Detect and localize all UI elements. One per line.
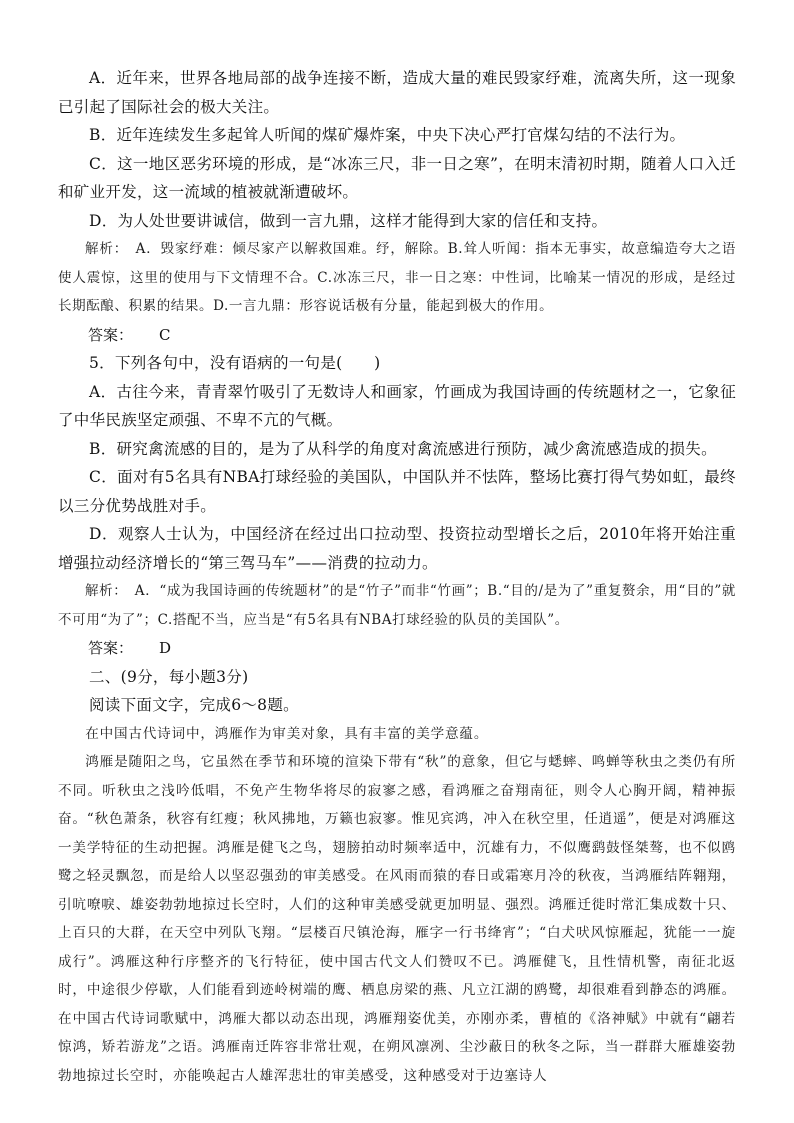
q4-option-c: C．这一地区恶劣环境的形成，是“冰冻三尺，非一日之寒”，在明末清初时期，随着人口入迁和矿业开发，这一流域的植被就渐遭破坏。 <box>58 154 736 201</box>
q4-answer-label: 答案： <box>88 325 134 344</box>
q4-answer-line <box>58 321 736 350</box>
q5-answer-label: 答案： <box>88 639 134 657</box>
q5-analysis: 解析： A．“成为我国诗画的传统题材”的是“竹子”而非“竹画”；B.“目的/是为了”重复赘余，用“目的”就不可用“为了”；C.搭配不当，应当是“有5名具有NBA打球经验的队员的美国队”。 <box>58 583 736 628</box>
passage-paragraph-2: 鸿雁是随阳之鸟，它虽然在季节和环境的渲染下带有“秋”的意象，但它与蟋蟀、鸣蝉等秋虫之类仍有所不同。听秋虫之浅吟低唱，不免产生物华将尽的寂寥之感，看鸿雁之奋翔南征，则令人心胸开阔，精神振奋。“秋色萧条，秋容有红瘦；秋风拂地，万籁也寂寥。惟见宾鸿，冲入在秋空里，任逍遥”，便是对鸿雁这一美学特征的生动把握。鸿雁是健飞之鸟，翅膀拍动时频率适中，沉雄有力，不似鹰鹞鼓怪桀骜，也不似鸥鹭之轻灵飘忽，而是给人以坚忍强劲的审美感受。在风雨而猿的春日或霜寒月冷的秋夜，当鸿雁结阵翱翔，引吭嘹唳、雄姿勃勃地掠过长空时，人们的这种审美感受就更加明显、强烈。鸿雁迁徙时常汇集成数十只、上百只的大群，在天空中列队飞翔。“层楼百尺镇沧海，雁字一行书绛宵”；“白犬吠风惊雁起，犹能一一旋成行”。鸿雁这种行序整齐的飞行特征，使中国古代文人们赞叹不已。鸿雁健飞，且性情机警，南征北返时，中途很少停歇，人们能看到迹岭树端的鹰、栖息房梁的燕、凡立江湖的鸥鹭，却很难看到静态的鸿雁。在中国古代诗词歌赋中，鸿雁大都以动态出现，鸿雁翔姿优美，亦刚亦柔，曹植的《洛神赋》中就有“翩若惊鸿，矫若游龙”之语。鸿雁南迁阵容非常壮观，在朔风凛冽、尘沙蔽日的秋冬之际，当一群群大雁雄姿勃勃地掠过长空时，亦能唤起古人雄浑悲壮的审美感受，这种感受对于边塞诗人 <box>58 754 736 1084</box>
q5-option-d: D．观察人士认为，中国经济在经过出口拉动型、投资拉动型增长之后，2010年将开始注重增强拉动经济增长的“第三驾马车”——消费的拉动力。 <box>58 525 736 572</box>
q4-answer-value: C <box>159 325 171 344</box>
section-heading: 二、(9分，每小题3分) <box>89 667 249 686</box>
q5-stem: 5．下列各句中，没有语病的一句是( ) <box>89 354 381 372</box>
q5-option-a: A．古往今来，青青翠竹吸引了无数诗人和画家，竹画成为我国诗画的传统题材之一，它象征了中华民族坚定顽强、不卑不亢的气概。 <box>58 382 736 429</box>
q4-option-d: D．为人处世要讲诚信，做到一言九鼎，这样才能得到大家的信任和支持。 <box>89 211 608 230</box>
q4-option-b: B．近年连续发生多起耸人听闻的煤矿爆炸案，中央下决心严打官煤勾结的不法行为。 <box>89 126 686 144</box>
passage-paragraph-1: 在中国古代诗词中，鸿雁作为审美对象，具有丰富的美学意蕴。 <box>85 725 489 742</box>
reading-instruction: 阅读下面文字，完成6～8题。 <box>89 696 299 714</box>
q5-option-b: B．研究禽流感的目的，是为了从科学的角度对禽流感进行预防，减少禽流感造成的损失。 <box>89 439 717 458</box>
q5-answer-line <box>58 634 736 663</box>
q5-answer-value: D <box>159 639 172 657</box>
q4-analysis: 解析： A．毁家纾难：倾尽家产以解救国难。纾，解除。B.耸人听闻：指本无事实，故意编造夸大之语使人震惊，这里的使用与下文情理不合。C.冰冻三尺，非一日之寒：中性词，比喻某一情况的形成，是经过长期酝酿、积累的结果。D.一言九鼎：形容说话极有分量，能起到极大的作用。 <box>58 241 736 314</box>
q4-option-a: A．近年来，世界各地局部的战争连接不断，造成大量的难民毁家纾难，流离失所，这一现象已引起了国际社会的极大关注。 <box>58 69 736 116</box>
q5-option-c: C．面对有5名具有NBA打球经验的美国队，中国队并不怯阵，整场比赛打得气势如虹，最终以三分优势战胜对手。 <box>58 468 736 515</box>
